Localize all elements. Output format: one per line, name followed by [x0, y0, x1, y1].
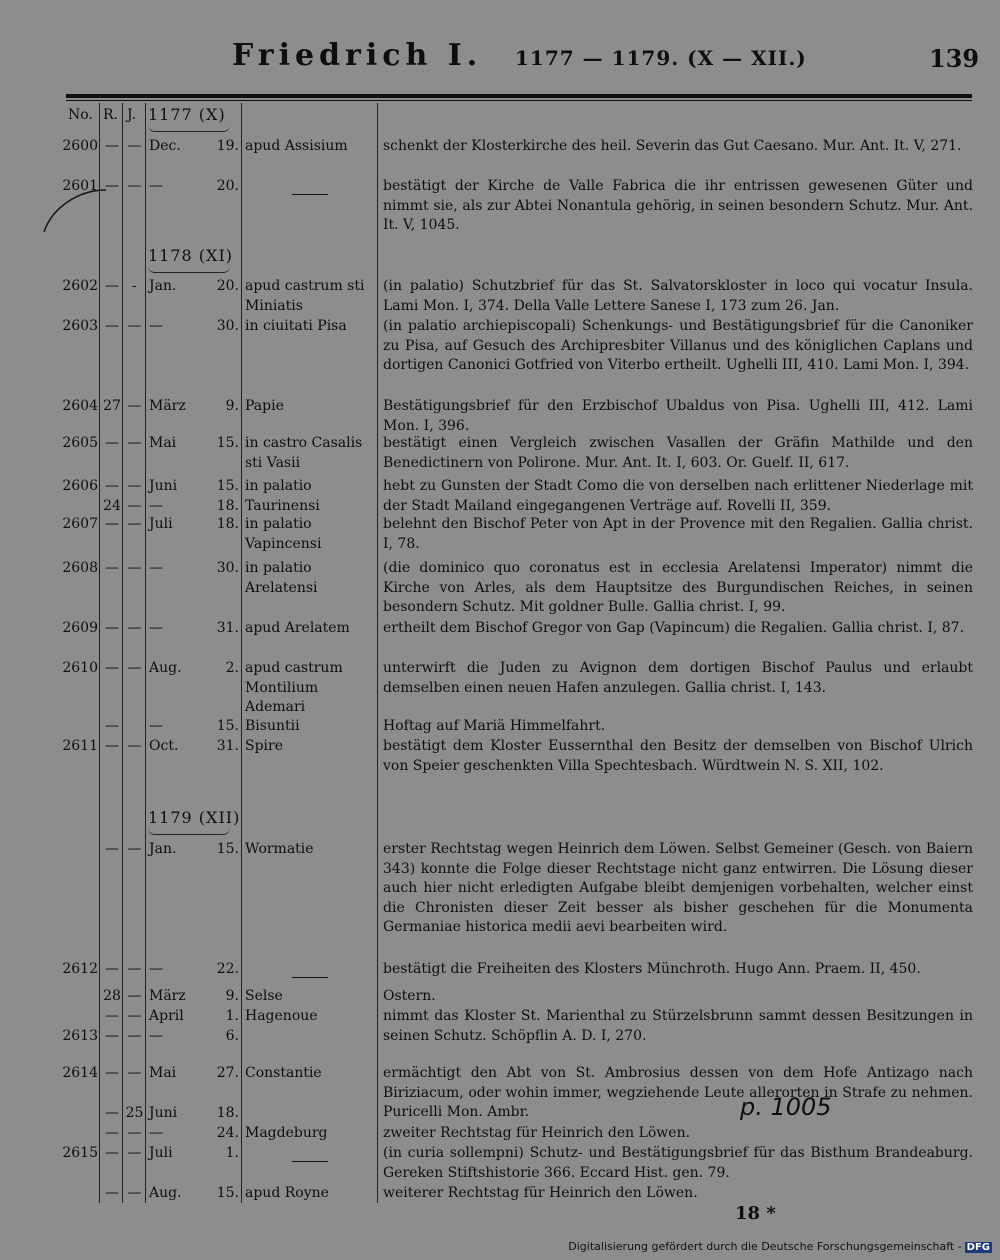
row-text: unterwirft die Juden zu Avignon dem dortigen Bischof Paulus und erlaubt demselben einen neuen Hafen anzulegen. Gallia christ. I, 143. — [383, 660, 973, 696]
col-head-r: R. — [103, 107, 118, 123]
row-r: — — [105, 718, 119, 734]
row-no: 2614 — [62, 1065, 98, 1081]
digitization-footer — [568, 1240, 992, 1253]
row-j: — — [127, 1008, 142, 1024]
row-r: — — [105, 516, 119, 532]
row-day: 2. — [225, 660, 239, 676]
year-brace — [148, 828, 230, 835]
row-j: — — [127, 498, 142, 514]
row-place: in palatio Taurinensi — [245, 478, 320, 514]
row-place: Bisuntii — [245, 718, 300, 734]
page-years: 1177 — 1179. (X — XII.) — [515, 46, 807, 70]
row-r: — — [105, 660, 119, 676]
row-place: Spire — [245, 738, 284, 754]
row-place: in palatio Vapincensi — [245, 516, 322, 552]
row-no: 2601 — [62, 178, 98, 194]
row-day: 9. — [225, 398, 239, 414]
row-text: schenkt der Klosterkirche des heil. Severin das Gut Caesano. Mur. Ant. It. V, 271. — [383, 138, 962, 154]
row-r: — — [105, 961, 119, 977]
row-text: bestätigt die Freiheiten des Klosters Münchroth. Hugo Ann. Praem. II, 450. — [383, 961, 921, 977]
row-text: Hoftag auf Mariä Himmelfahrt. — [383, 718, 606, 734]
row-day: 9. — [225, 988, 239, 1004]
row-mon: Mai — [149, 435, 177, 451]
row-mon: — — [149, 620, 163, 636]
row-no: 2606 — [62, 478, 98, 494]
row-text: belehnt den Bischof Peter von Apt in der Provence mit den Regalien. Gallia christ. I, 78. — [383, 516, 973, 552]
year-heading — [148, 808, 240, 835]
row-r: — — [105, 1125, 119, 1141]
row-no: 2600 — [62, 138, 98, 154]
row-mon: Juli — [149, 516, 173, 532]
row-j: — — [127, 1145, 142, 1161]
row-no: 2609 — [62, 620, 98, 636]
header-rule-thin — [66, 100, 972, 101]
column-divider — [241, 103, 242, 1203]
row-no: 2602 — [62, 278, 98, 294]
page-title: Friedrich I. — [232, 38, 483, 73]
row-day: 30. — [216, 318, 239, 334]
row-j: — — [127, 1125, 142, 1141]
signature-mark: 18 * — [735, 1203, 776, 1224]
row-r: — — [105, 478, 119, 494]
row-text: Bestätigungsbrief für den Erzbischof Ubaldus von Pisa. Ughelli III, 412. Lami Mon. I, 396. — [383, 398, 973, 434]
row-mon: — — [149, 498, 163, 514]
row-text: weiterer Rechtstag für Heinrich den Löwen. — [383, 1185, 698, 1201]
row-r: 27 — [103, 398, 121, 414]
row-j: — — [127, 138, 142, 154]
row-r: — — [105, 178, 119, 194]
row-day: 20. — [216, 178, 239, 194]
row-mon: Juni — [149, 478, 178, 494]
row-mon: Juli — [149, 1145, 173, 1161]
row-j: — — [127, 1185, 142, 1201]
row-place: in palatio Arelatensi — [245, 560, 318, 596]
year-label: 1177 (X) — [148, 105, 226, 124]
row-r: — — [105, 1105, 119, 1121]
row-j: — — [127, 620, 142, 636]
row-no: 2605 — [62, 435, 98, 451]
row-day: 22. — [216, 961, 239, 977]
row-mon: Aug. — [149, 660, 182, 676]
row-text: (in curia sollempni) Schutz- und Bestätigungsbrief für das Bisthum Brandeaburg. Gereken Stiftshistorie 366. Eccard Hist. gen. 79. — [383, 1145, 973, 1181]
row-day: 15. — [216, 478, 239, 494]
column-divider — [145, 103, 146, 1203]
row-place: apud castrum Montilium Ademari — [245, 660, 343, 715]
row-mon: — — [149, 718, 163, 734]
row-text: bestätigt einen Vergleich zwischen Vasallen der Gräfin Mathilde und den Benedictinern von Polirone. Mur. Ant. It. I, 603. Or. Guelf. II, 617. — [383, 435, 973, 471]
row-j: — — [127, 841, 142, 857]
year-heading — [148, 246, 233, 273]
row-no: 2615 — [62, 1145, 98, 1161]
row-place: apud Arelatem — [245, 620, 350, 636]
row-r: — — [105, 560, 119, 576]
row-r: — — [105, 620, 119, 636]
row-place: apud Royne — [245, 1185, 329, 1201]
row-text: Ostern. — [383, 988, 436, 1004]
row-j: — — [127, 478, 142, 494]
row-text: erster Rechtstag wegen Heinrich dem Löwen. Selbst Gemeiner (Gesch. von Baiern 343) konnte die Folge dieser Rechtstage nicht ganz entwirren. Die Lösung dieser auch hier nicht erledigten Aufgabe bleibt demjenigen vorbehalten, welcher einst die Chronisten dieser Zeit besser als bisher geschehen für die Monumenta Germaniae historica medii aevi bearbeiten wird. — [383, 841, 973, 935]
row-mon: Jan. — [149, 278, 177, 294]
row-mon: Aug. — [149, 1185, 182, 1201]
row-text: (in palatio) Schutzbrief für das St. Salvatorskloster in loco qui vocatur Insula. Lami Mon. I, 374. Della Valle Lettere Sanese I, 173 zum 26. Jan. — [383, 278, 973, 314]
row-place: in ciuitati Pisa — [245, 318, 347, 334]
row-day: 18. — [216, 498, 239, 514]
row-mon: Oct. — [149, 738, 179, 754]
row-r: — — [105, 435, 119, 451]
year-label: 1178 (XI) — [148, 246, 233, 265]
row-text: nimmt das Kloster St. Marienthal zu Stürzelsbrunn sammt dessen Besitzungen in seinen Schutz. Schöpflin A. D. I, 270. — [383, 1008, 973, 1044]
row-r: — — [105, 1028, 119, 1044]
row-r: — — [105, 318, 119, 334]
row-place: Selse — [245, 988, 283, 1004]
year-brace — [148, 266, 230, 273]
row-place: apud castrum sti Miniatis — [245, 278, 365, 314]
row-no: 2607 — [62, 516, 98, 532]
row-j: — — [127, 738, 142, 754]
row-mon: — — [149, 1125, 163, 1141]
footer-text: Digitalisierung gefördert durch die Deutsche Forschungsgemeinschaft - — [568, 1240, 962, 1253]
row-no: 2611 — [62, 738, 98, 754]
row-text: zweiter Rechtstag für Heinrich den Löwen. — [383, 1125, 691, 1141]
row-mon: Juni — [149, 1105, 178, 1121]
row-mon: — — [149, 178, 163, 194]
row-text: ertheilt dem Bischof Gregor von Gap (Vapincum) die Regalien. Gallia christ. I, 87. — [383, 620, 965, 636]
row-place: Magdeburg — [245, 1125, 328, 1141]
row-text: (die dominico quo coronatus est in ecclesia Arelatensi Imperator) nimmt die Kirche von Arles, als dem Hauptsitze des Burgundischen Reiches, in seinen besondern Schutz. Mit goldner Bulle. Gallia christ. I, 99. — [383, 560, 973, 615]
row-place: Wormatie — [245, 841, 314, 857]
row-j: — — [127, 178, 142, 194]
row-day: 15. — [216, 841, 239, 857]
row-day: 15. — [216, 718, 239, 734]
row-j: — — [127, 961, 142, 977]
page-number: 139 — [929, 44, 980, 73]
row-text: bestätigt dem Kloster Eussernthal den Besitz der demselben von Bischof Ulrich von Speier geschenkten Villa Spechtesbach. Würdtwein N. S. XII, 102. — [383, 738, 973, 774]
row-mon: Mai — [149, 1065, 177, 1081]
row-place: Constantie — [245, 1065, 322, 1081]
row-place: Papie — [245, 398, 284, 414]
row-day: 1. — [225, 1145, 239, 1161]
row-r: — — [105, 278, 119, 294]
row-j: — — [127, 398, 142, 414]
col-head-j: J. — [127, 107, 136, 123]
row-j: - — [132, 278, 137, 294]
row-day: 1. — [225, 1008, 239, 1024]
row-place: Hagenoue — [245, 1008, 318, 1024]
row-place: in castro Casalis sti Vasii — [245, 435, 363, 471]
row-r: — — [105, 1008, 119, 1024]
year-heading — [148, 105, 230, 132]
ditto-dash — [245, 1152, 375, 1172]
row-mon: — — [149, 560, 163, 576]
handwritten-note: p. 1005 — [740, 1093, 832, 1121]
row-j: — — [127, 660, 142, 676]
col-head-no: No. — [68, 107, 93, 123]
row-r: — — [105, 841, 119, 857]
dfg-logo: DFG — [966, 1242, 990, 1253]
row-day: 15. — [216, 1185, 239, 1201]
year-label: 1179 (XII) — [148, 808, 241, 827]
row-no: 2608 — [62, 560, 98, 576]
row-r: — — [105, 1185, 119, 1201]
row-r: — — [105, 138, 119, 154]
row-j: — — [127, 560, 142, 576]
row-day: 24. — [216, 1125, 239, 1141]
row-no: 2603 — [62, 318, 98, 334]
row-mon: März — [149, 398, 186, 414]
row-day: 31. — [216, 738, 239, 754]
row-j: — — [127, 516, 142, 532]
row-day: 18. — [216, 1105, 239, 1121]
row-mon: Jan. — [149, 841, 177, 857]
header-rule-thick — [66, 94, 972, 98]
row-mon: — — [149, 1028, 163, 1044]
row-day: 18. — [216, 516, 239, 532]
row-r: — — [105, 1065, 119, 1081]
row-j: — — [127, 318, 142, 334]
row-mon: März — [149, 988, 186, 1004]
row-mon: Dec. — [149, 138, 181, 154]
row-text: (in palatio archiepiscopali) Schenkungs- und Bestätigungsbrief für die Canoniker zu Pisa, auf Gesuch des Archipresbiter Villanus und des königlichen Caplans und dortigen Canonici Gotfried von Viterbo ertheilt. Ughelli III, 410. Lami Mon. I, 394. — [383, 318, 973, 373]
row-day: 19. — [216, 138, 239, 154]
row-j: 25 — [125, 1105, 144, 1121]
column-divider — [377, 103, 378, 1203]
row-text: ermächtigt den Abt von St. Ambrosius dessen von dem Hofe Antizago nach Biriziacum, oder wohin immer, wegziehende Leute allerorten in Strafe zu nehmen. Puricelli Mon. Ambr. — [383, 1065, 973, 1120]
row-j: — — [127, 435, 142, 451]
row-day: 27. — [216, 1065, 239, 1081]
row-no: 2612 — [62, 961, 98, 977]
row-text: hebt zu Gunsten der Stadt Como die von derselben nach erlittener Niederlage mit der Stadt Mailand eingegangenen Verträge auf. Rovelli II, 359. — [383, 478, 973, 514]
row-mon: April — [149, 1008, 184, 1024]
row-j: — — [127, 1028, 142, 1044]
row-no: 2610 — [62, 660, 98, 676]
row-j: — — [127, 1065, 142, 1081]
row-r: 24 — [103, 498, 121, 514]
row-r: 28 — [103, 988, 121, 1004]
row-day: 6. — [225, 1028, 239, 1044]
row-mon: — — [149, 961, 163, 977]
row-r: — — [105, 1145, 119, 1161]
row-day: 30. — [216, 560, 239, 576]
row-text: bestätigt der Kirche de Valle Fabrica die ihr entrissen gewesenen Güter und nimmt sie, als zur Abtei Nonantula gehörig, in seinen besondern Schutz. Mur. Ant. It. V, 1045. — [383, 178, 973, 233]
ditto-dash — [245, 968, 375, 988]
row-day: 15. — [216, 435, 239, 451]
ditto-dash — [245, 185, 375, 205]
year-brace — [148, 125, 230, 132]
row-day: 31. — [216, 620, 239, 636]
row-mon: — — [149, 318, 163, 334]
row-day: 20. — [216, 278, 239, 294]
row-place: apud Assisium — [245, 138, 348, 154]
row-no: 2613 — [62, 1028, 98, 1044]
row-j: — — [127, 988, 142, 1004]
row-r: — — [105, 738, 119, 754]
row-no: 2604 — [62, 398, 98, 414]
